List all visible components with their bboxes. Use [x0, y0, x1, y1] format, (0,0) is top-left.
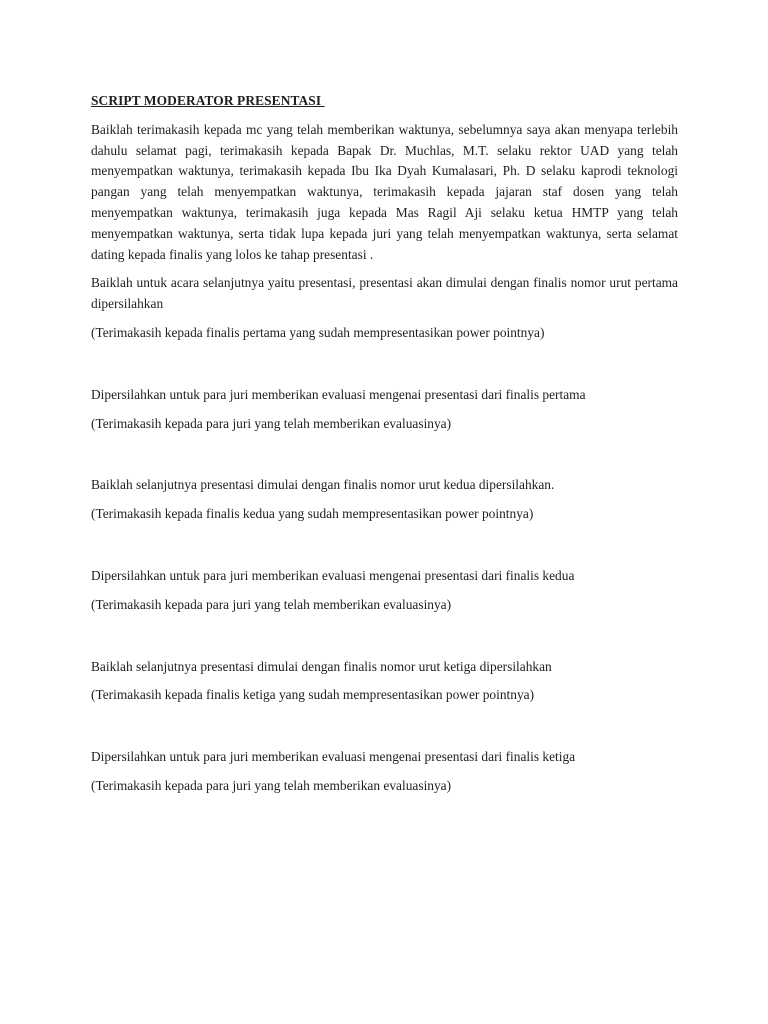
third-finalist-intro: Baiklah selanjutnya presentasi dimulai dengan finalis nomor urut ketiga dipersilahkan	[91, 658, 552, 674]
opening-paragraph: Baiklah terimakasih kepada mc yang telah memberikan waktunya, sebelumnya saya akan menyapa terlebih dahulu selamat pagi, terimakasih kepada Bapak Dr. Muchlas, M.T. selaku rektor UAD yang telah menyempatkan waktunya, terimakasih kepada Ibu Ika Dyah Kumalasari, Ph. D selaku kaprodi teknologi pangan yang telah menyempatkan waktunya, terimakasih kepada jajaran staf dosen yang telah menyempatkan waktunya, terimakasih juga kepada Mas Ragil Aji selaku ketua HMTP yang telah menyempatkan waktunya, serta tidak lupa kepada juri yang telah menyempatkan waktunya, serta selamat dating kepada finalis yang lolos ke tahap presentasi .	[91, 121, 678, 262]
spacer	[91, 352, 678, 385]
second-jury-evaluation: Dipersilahkan untuk para juri memberikan evaluasi mengenai presentasi dari finalis kedua	[91, 567, 575, 583]
second-finalist-intro: Baiklah selanjutnya presentasi dimulai dengan finalis nomor urut kedua dipersilahkan.	[91, 477, 555, 493]
third-jury-evaluation: Dipersilahkan untuk para juri memberikan evaluasi mengenai presentasi dari finalis ketiga	[91, 749, 576, 765]
first-finalist-thanks: (Terimakasih kepada finalis pertama yang sudah mempresentasikan power pointnya)	[91, 324, 545, 340]
second-finalist-thanks: (Terimakasih kepada finalis kedua yang sudah mempresentasikan power pointnya)	[91, 506, 534, 522]
second-jury-thanks: (Terimakasih kepada para juri yang telah memberikan evaluasinya)	[91, 596, 452, 612]
spacer	[91, 714, 678, 747]
first-jury-thanks: (Terimakasih kepada para juri yang telah memberikan evaluasinya)	[91, 415, 452, 431]
spacer	[91, 533, 678, 566]
spacer	[91, 442, 678, 475]
document-body	[91, 91, 678, 805]
first-finalist-intro: Baiklah untuk acara selanjutnya yaitu presentasi, presentasi akan dimulai dengan finalis nomor urut pertama dipersilahkan	[91, 275, 678, 312]
first-jury-evaluation: Dipersilahkan untuk para juri memberikan evaluasi mengenai presentasi dari finalis pertama	[91, 386, 586, 402]
document-title: SCRIPT MODERATOR PRESENTASI	[91, 93, 325, 108]
third-jury-thanks: (Terimakasih kepada para juri yang telah memberikan evaluasinya)	[91, 777, 452, 793]
third-finalist-thanks: (Terimakasih kepada finalis ketiga yang sudah mempresentasikan power pointnya)	[91, 687, 535, 703]
spacer	[91, 624, 678, 657]
